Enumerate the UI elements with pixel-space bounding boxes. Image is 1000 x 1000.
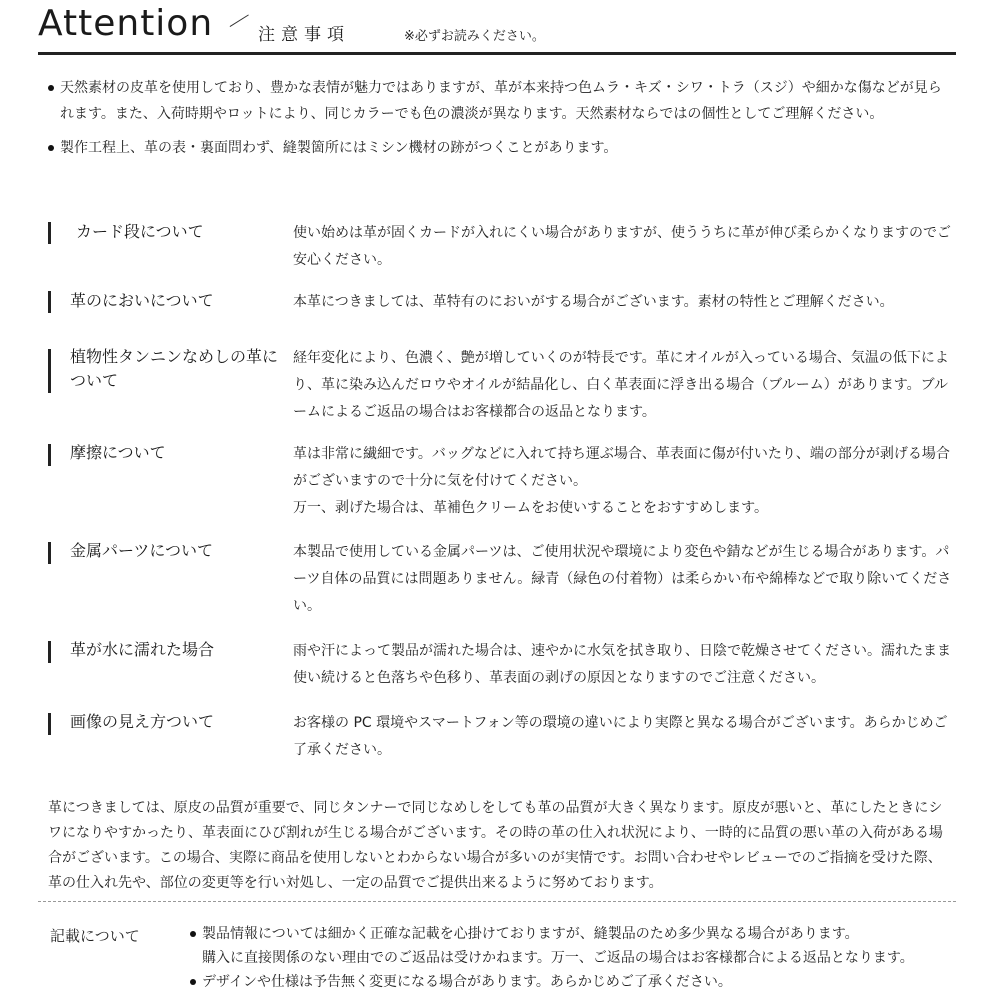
section-body: 雨や汗によって製品が濡れた場合は、速やかに水気を拭き取り、日陰で乾燥させてください。濡れたまま使い続けると色落ちや色移り、革表面の剥げの原因となりますのでご注意ください。 — [293, 643, 951, 686]
section-bar — [48, 542, 51, 564]
section-body — [293, 441, 953, 522]
section-bar — [48, 349, 51, 393]
intro-item-text: 天然素材の皮革を使用しており、豊かな表情が魅力ではありますが、革が本来持つ色ムラ・キズ・シワ・トラ（スジ）や細かな傷などが見られます。また、入荷時期やロットにより、同じカラーでも色の濃淡が異なります。天然素材ならではの個性としてご理解ください。 — [60, 80, 942, 122]
read-notice: ※必ずお読みください。 — [404, 29, 545, 44]
description-item-text: 製品情報については細かく正確な記載を心掛けておりますが、縫製品のため多少異なる場合があります。 — [202, 926, 859, 942]
page-title: Attention — [38, 3, 214, 44]
leather-quality-paragraph: 革につきましては、原皮の品質が重要で、同じタンナーで同じなめしをしても革の品質が大きく異なります。原皮が悪いと、革にしたときにシワになりやすかったり、革表面にひび割れが生じる場合がございます。その時の革の仕入れ状況により、一時的に品質の悪い革の入荷がある場合がございます。この場合、実際に商品を使用しないとわからない場合が多いのが実情です。お問い合わせやレビューでのご指摘を受けた際、革の仕入れ先や、部位の変更等を行い対処し、一定の品質でご提供出来るように努めております。 — [48, 800, 943, 891]
description-item-continuation: 購入に直接関係のない理由でのご返品は受けかねます。万一、ご返品の場合はお客様都合による返品となります。 — [202, 950, 914, 966]
section-wet-leather — [48, 638, 953, 694]
intro-item-text: 製作工程上、革の表・裏面問わず、縫製箇所にはミシン機材の跡がつくことがあります。 — [60, 140, 618, 156]
dashed-divider — [38, 901, 956, 902]
description-item — [190, 970, 955, 994]
section-image-appearance — [48, 710, 953, 766]
section-body: 本製品で使用している金属パーツは、ご使用状況や環境により変色や錆などが生じる場合があります。パーツ自体の品質には問題ありません。緑青（緑色の付着物）は柔らかい布や綿棒などで取り除いてください。 — [293, 544, 952, 614]
section-body: 本革につきましては、革特有のにおいがする場合がございます。素材の特性とご理解ください。 — [293, 294, 894, 310]
section-bar — [48, 291, 51, 313]
section-title: 革が水に濡れた場合 — [70, 640, 215, 659]
intro-item — [48, 75, 953, 127]
bullet-dot-icon — [48, 145, 54, 151]
section-bar — [48, 713, 51, 735]
section-body-text: 万一、剥げた場合は、革補色クリームをお使いすることをおすすめします。 — [293, 500, 769, 516]
section-title: 金属パーツについて — [70, 541, 214, 560]
section-title: 植物性タンニンなめしの革について — [70, 347, 279, 390]
section-body: 使い始めは革が固くカードが入れにくい場合がありますが、使ううちに革が伸び柔らかくなりますのでご安心ください。 — [293, 225, 951, 268]
bullet-dot-icon — [48, 85, 54, 91]
section-body: 経年変化により、色濃く、艶が増していくのが特長です。革にオイルが入っている場合、気温の低下により、革に染み込んだロウやオイルが結晶化し、白く革表面に浮き出る場合（ブルーム）があります。ブルームによるご返品の場合はお客様都合の返品となります。 — [293, 350, 949, 420]
section-leather-smell — [48, 289, 953, 319]
intro-notes — [48, 75, 953, 169]
title-slash-divider — [230, 14, 249, 27]
description-notes — [190, 922, 955, 994]
page-header — [38, 0, 958, 52]
section-friction — [48, 441, 953, 521]
intro-item — [48, 135, 953, 161]
page-subtitle: 注意事項 — [258, 25, 350, 45]
section-bar — [48, 444, 51, 466]
section-title: カード段について — [76, 222, 204, 241]
bullet-dot-icon — [190, 979, 196, 985]
section-title: 革のにおいについて — [70, 291, 214, 310]
section-body-text: 革は非常に繊細です。バッグなどに入れて持ち運ぶ場合、革表面に傷が付いたり、端の部分が剥げる場合がございますので十分に気を付けてください。 — [293, 446, 950, 489]
section-card-slots — [48, 220, 953, 270]
bullet-dot-icon — [190, 931, 196, 937]
section-metal-parts — [48, 539, 953, 619]
header-rule — [38, 52, 956, 55]
section-bar — [48, 222, 51, 244]
description-item — [190, 922, 955, 946]
section-vegetable-tanned — [48, 345, 953, 425]
section-bar — [48, 641, 51, 663]
section-title: 摩擦について — [70, 443, 166, 462]
section-title: 画像の見え方ついて — [70, 712, 215, 731]
description-label: 記載について — [50, 927, 140, 945]
description-item-text: デザインや仕様は予告無く変更になる場合があります。あらかじめご了承ください。 — [202, 974, 732, 990]
section-body: お客様の PC 環境やスマートフォン等の環境の違いにより実際と異なる場合がございます。あらかじめご了承ください。 — [293, 715, 948, 758]
